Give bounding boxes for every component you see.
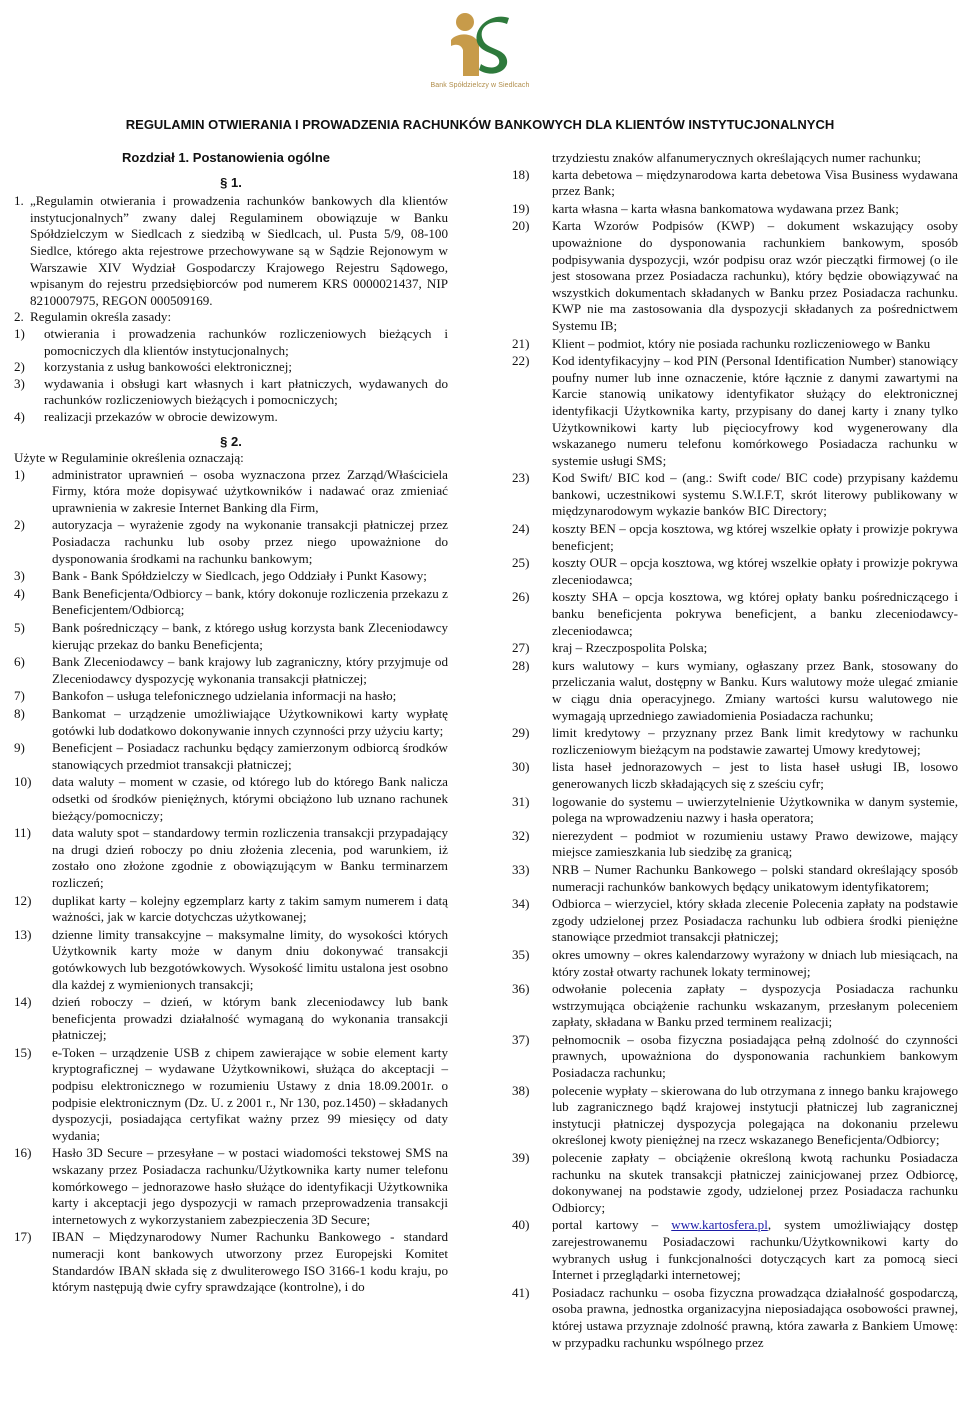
definition-item <box>512 862 958 895</box>
definition-text: data waluty – moment w czasie, od którego lub do którego Bank nalicza odsetki od środków pieniężnych, którymi obciążono lub uznano rachunek bieżący/pomocniczy; <box>52 774 448 823</box>
definition-item <box>512 658 958 724</box>
definition-text: NRB – Numer Rachunku Bankowego – polski standard określający sposób numeracji rachunków bankowych będący unikatowym identyfikatorem; <box>552 861 958 894</box>
definition-text: limit kredytowy – przyznany przez Bank limit kredytowy w rachunku rozliczeniowym bieżącym na podstawie zawartej Umowy kredytowej; <box>552 725 958 757</box>
definition-item <box>14 620 448 653</box>
definition-number: 4) <box>14 585 25 601</box>
definition-text: Posiadacz rachunku – osoba fizyczna prowadząca działalność gospodarczą, osoba prawna, jednostka organizacyjna nieposiadająca osobowości prawnej, której ustawa przyznaje zdolność prawną, która zawarła z Bankiem Umowę: w przypadku rachunku wspólnego przez <box>552 1284 958 1350</box>
definition-item <box>512 1150 958 1216</box>
definition-number: 11) <box>14 825 31 841</box>
definition-text: realizacji przekazów w obrocie dewizowym. <box>44 408 278 424</box>
definition-number: 26) <box>512 589 530 605</box>
definition-text: karta debetowa – międzynarodowa karta debetowa Visa Business wydawana przez Bank; <box>552 166 958 199</box>
definition-item <box>14 994 448 1044</box>
scope-list <box>14 326 448 426</box>
continued-text: trzydziestu znaków alfanumerycznych określających numer rachunku; <box>552 150 922 165</box>
definition-text: Bank Beneficjenta/Odbiorcy – bank, który dokonuje rozliczenia przekazu z Beneficjentem/Odbiorcą; <box>52 585 448 618</box>
definition-number: 14) <box>14 994 32 1010</box>
paragraph-2 <box>14 309 448 326</box>
definition-text: korzystania z usług bankowości elektronicznej; <box>44 359 292 375</box>
paragraph-text: „Regulamin otwierania i prowadzenia rachunków bankowych dla klientów instytucjonalnych” zwany dalej Regulaminem obowiązuje w Banku Spółdzielczym w Siedlcach z siedzibą w Siedlcach, ul. Pusta 5/9, 08-100 Siedlce, którego akta rejestrowe przechowywane są w Sądzie Rejonowym w Warszawie XIV Wydział Gospodarczy Krajowego Rejestru Sądowego, wpisanym do rejestru przedsiębiorców pod numerem KRS 0000021437, NIP 8210007975, REGON 000509169. <box>30 193 448 308</box>
definition-text: data waluty spot – standardowy termin rozliczenia transakcji przypadający na drugi dzień roboczy po dniu złożenia zlecenia, pod warunkiem, iż zostało ono złożone zgodnie z obowiązującym w Banku terminarzem rozliczeń; <box>52 825 448 890</box>
definition-text: koszty BEN – opcja kosztowa, wg której wszelkie opłaty i prowizje pokrywa beneficjent; <box>552 521 958 553</box>
definition-item <box>512 759 958 792</box>
definition-item <box>512 1032 958 1082</box>
definition-text: Kod Swift/ BIC kod – (ang.: Swift code/ BIC code) przypisany każdemu bankowi, uczestnikowi systemu S.W.I.F.T, skrót literowy publikowany w międzynarodowym wykazie banków BIC Directory; <box>552 470 958 519</box>
definition-item <box>14 1229 448 1295</box>
definition-number: 33) <box>512 861 530 877</box>
definition-number: 25) <box>512 555 530 571</box>
definition-number: 18) <box>512 166 530 182</box>
definition-item <box>512 640 958 657</box>
definition-item <box>14 376 448 409</box>
chapter-heading: Rozdział 1. Postanowienia ogólne <box>121 150 331 165</box>
definition-number: 3) <box>14 375 25 391</box>
definition-number: 36) <box>512 981 530 997</box>
definition-text: Bankofon – usługa telefonicznego udzielania informacji na hasło; <box>52 688 397 704</box>
definition-text: okres umowny – okres kalendarzowy wyrażony w dniach lub miesiącach, na który został otwarty rachunek lokaty terminowej; <box>552 946 958 979</box>
definition-item <box>512 1083 958 1149</box>
paragraph-number: 2. <box>14 309 24 325</box>
document-title: REGULAMIN OTWIERANIA I PROWADZENIA RACHUNKÓW BANKOWYCH DLA KLIENTÓW INSTYTUCJONALNYCH <box>125 117 835 132</box>
definition-text: Bank Zleceniodawcy – bank krajowy lub zagraniczny, który przyjmuje od Zleceniodawcy dyspozycję wykonania transakcji płatniczej; <box>52 654 448 686</box>
definition-number: 1) <box>14 325 25 341</box>
definition-item <box>14 326 448 359</box>
definition-item <box>14 359 448 376</box>
definition-number: 16) <box>14 1145 32 1161</box>
definition-text: Hasło 3D Secure – przesyłane – w postaci wiadomości tekstowej SMS na wskazany przez Posiadacza rachunku/Użytkownika karty numer telefonu komórkowego – jednorazowe hasło służące do identyfikacji Użytkownika karty i akceptacji jego dyspozycji w ramach przeprowadzenia transakcji internetowych z wykorzystaniem zabezpieczenia 3D Secure; <box>52 1145 448 1227</box>
left-column <box>14 150 448 1297</box>
definition-item <box>14 654 448 687</box>
logo-caption: Bank Spółdzielczy w Siedlcach <box>430 82 530 89</box>
definition-number: 38) <box>512 1082 530 1098</box>
definition-item <box>14 1045 448 1145</box>
definition-number: 39) <box>512 1150 530 1166</box>
definition-number: 31) <box>512 793 530 809</box>
definition-text: Klient – podmiot, który nie posiada rachunku rozliczeniowego w Banku <box>552 335 931 351</box>
definition-item <box>14 927 448 993</box>
definition-item <box>14 467 448 517</box>
paragraph-text: Regulamin określa zasady: <box>30 309 172 325</box>
definition-number: 22) <box>512 353 530 369</box>
definition-number: 35) <box>512 946 530 962</box>
definition-item <box>14 568 448 585</box>
definition-number: 27) <box>512 640 530 656</box>
definition-item <box>14 586 448 619</box>
section-2-mark: § 2. <box>220 433 242 449</box>
definition-item <box>512 896 958 946</box>
section-1-mark: § 1. <box>220 174 242 190</box>
definition-item <box>14 893 448 926</box>
definition-number: 9) <box>14 740 25 756</box>
definition-item <box>512 167 958 200</box>
kartosfera-link[interactable]: www.kartosfera.pl <box>671 1217 768 1233</box>
definition-text: duplikat karty – kolejny egzemplarz karty z takim samym numerem i datą ważności, jak w karcie dotychczas użytkowanej; <box>52 892 448 925</box>
definition-text: dzień roboczy – dzień, w którym bank zleceniodawcy lub bank beneficjenta prowadzi działalność wymaganą do wykonania transakcji płatniczej; <box>52 994 448 1043</box>
definition-number: 6) <box>14 654 25 670</box>
definition-number: 24) <box>512 521 530 537</box>
paragraph-1 <box>14 193 448 309</box>
definition-text: karta własna – karta własna bankomatowa wydawana przez Bank; <box>552 200 899 216</box>
definition-text: koszty OUR – opcja kosztowa, wg której wszelkie opłaty i prowizje pokrywa zleceniodawca; <box>552 555 958 587</box>
definition-number: 41) <box>512 1284 530 1300</box>
definition-item <box>512 981 958 1031</box>
definition-item <box>512 201 958 218</box>
definition-text: lista haseł jednorazowych – jest to lista haseł usługi IB, losowo generowanych liczb składających się z sześciu cyfr; <box>552 759 958 791</box>
definition-text: logowanie do systemu – uwierzytelnienie Użytkownika w danym systemie, polega na wprowadzeniu nazwy i hasła operatora; <box>552 793 958 826</box>
definition-text: Beneficjent – Posiadacz rachunku będący zamierzonym odbiorcą środków stanowiących przedmiot transakcji płatniczej; <box>52 740 448 772</box>
definitions-intro: Użyte w Regulaminie określenia oznaczają: <box>14 450 244 466</box>
definition-text: pełnomocnik – osoba fizyczna posiadająca pełną zdolność do czynności prawnych, upoważniona do dysponowania rachunkiem bankowym Posiadacza rachunku; <box>552 1031 958 1081</box>
definition-item <box>14 517 448 567</box>
definition-item <box>512 725 958 758</box>
definition-item <box>512 218 958 334</box>
definitions-list-left <box>14 467 448 1296</box>
definition-number: 37) <box>512 1031 530 1047</box>
definition-text: Odbiorca – wierzyciel, który składa zlecenie Polecenia zapłaty na podstawie zgody udzielonej przez Posiadacza rachunku lub odbiera środki pieniężne stanowiące przedmiot transakcji płatniczej; <box>552 896 958 945</box>
bank-logo-mark-icon <box>441 4 521 84</box>
definition-number: 10) <box>14 774 32 790</box>
definition-item <box>14 825 448 891</box>
definition-number: 28) <box>512 657 530 673</box>
definition-text: , system umożliwiający dostęp zarejestrowanemu Posiadaczowi rachunku/Użytkownikowi karty do wybranych usług i funkcjonalności dotyczących kart za pomocą sieci Internet i przeglądarki internetowej; <box>552 1217 958 1283</box>
definition-text: portal kartowy – <box>552 1217 659 1233</box>
definition-number: 30) <box>512 759 530 775</box>
definition-number: 13) <box>14 926 32 942</box>
definition-item <box>14 1145 448 1228</box>
definition-item <box>14 688 448 705</box>
definition-item <box>14 774 448 824</box>
definition-number: 1) <box>14 466 25 482</box>
paragraph-number: 1. <box>14 193 24 209</box>
definition-number: 5) <box>14 620 25 636</box>
definition-item <box>512 521 958 554</box>
definition-number: 40) <box>512 1217 530 1233</box>
definition-text: dzienne limity transakcyjne – maksymalne limity, do wysokości których Użytkownik karty może w danym dniu dokonywać transakcji gotówkowych lub bezgotówkowych. Wysokość limitu ustalona jest osobno dla każdej z wymienionych transakcji; <box>52 926 448 992</box>
definition-text: kraj – Rzeczpospolita Polska; <box>552 640 708 656</box>
definition-number: 4) <box>14 408 25 424</box>
definition-item <box>512 1217 958 1283</box>
definition-text: polecenie zapłaty – obciążenie określoną kwotą rachunku Posiadacza rachunku na skutek transakcji płatniczej zainicjowanej przez Odbiorcę, dokonywanej na podstawie zgody, udzielonej przez Posiadacza rachunku Odbiorcy; <box>552 1150 958 1215</box>
definitions-list-right <box>512 167 958 1217</box>
definition-text: Bank pośredniczący – bank, z którego usług korzysta bank Zleceniodawcy kierując przekaz do banku Beneficjenta; <box>52 620 448 652</box>
definition-item <box>512 589 958 639</box>
definition-item <box>512 1285 958 1351</box>
definition-number: 3) <box>14 568 25 584</box>
definition-text: otwierania i prowadzenia rachunków rozliczeniowych bieżących i pomocniczych dla klientów instytucjonalnych; <box>44 325 448 358</box>
definition-item <box>512 794 958 827</box>
definition-number: 12) <box>14 892 32 908</box>
definition-number: 17) <box>14 1229 32 1245</box>
definition-number: 2) <box>14 359 25 375</box>
right-column <box>512 150 958 1352</box>
definition-item <box>512 336 958 353</box>
definition-item <box>14 409 448 426</box>
definition-number: 7) <box>14 688 25 704</box>
definition-text: koszty SHA – opcja kosztowa, wg której opłaty banku pośredniczącego i banku beneficjenta pokrywa beneficjent, a banku zleceniodawcy- zleceniodawca; <box>552 589 958 638</box>
definition-number: 32) <box>512 827 530 843</box>
definition-item <box>512 828 958 861</box>
definition-number: 23) <box>512 470 530 486</box>
definition-text: e-Token – urządzenie USB z chipem zawierające w sobie element karty kryptograficznej – wydawane Użytkownikowi, służąca do akceptacji – podpisu elektronicznego w rozumieniu Ustawy z dnia 18.09.2001r. o podpisie elektronicznym (Dz. U. z 2001 r., Nr 130, poz.1450) – składanych dyspozycji, posiadająca certyfikat ważny przez 99 miesięcy od daty wydania; <box>52 1044 448 1143</box>
definition-text: Bank - Bank Spółdzielczy w Siedlcach, jego Oddziały i Punkt Kasowy; <box>52 568 427 584</box>
definition-text: wydawania i obsługi kart własnych i kart płatniczych, wydawanych do rachunków rozliczeniowych bieżących i pomocniczych; <box>44 375 448 408</box>
definition-item <box>512 555 958 588</box>
definition-number: 29) <box>512 725 530 741</box>
definition-number: 19) <box>512 200 530 216</box>
definition-text: kurs walutowy – kurs wymiany, ogłaszany przez Bank, stosowany do przeliczania walut, dostępny w Banku. Kurs walutowy może ulegać zmianie w ciągu dnia operacyjnego. Zmiany wartości kursu walutowego nie wymagają uprzedniego zawiadomienia Posiadacza rachunku; <box>552 657 958 723</box>
definition-text: Kod identyfikacyjny – kod PIN (Personal Identification Number) stanowiący poufny numer lub inne oznaczenie, które łącznie z danymi zawartymi na Karcie stanowią unikatowy identyfikator służący do elektronicznej identyfikacji Użytkownika karty, przypisany do danej karty i znany tylko Użytkownikowi karty lub pięciocyfrowy kod wygenerowany dla wskazanego numeru telefonu komórkowego Posiadacza rachunku w systemie usługi SMS; <box>552 353 958 468</box>
definition-number: 34) <box>512 896 530 912</box>
definition-text: autoryzacja – wyrażenie zgody na wykonanie transakcji płatniczej przez Posiadacza rachunku lub osoby przez niego upoważnione do dysponowania środkami na rachunku bankowym; <box>52 517 448 566</box>
definition-text: Karta Wzorów Podpisów (KWP) – dokument wskazujący osoby upoważnione do dysponowania rachunkiem bankowym, sposób podpisywania dyspozycji, wzór podpisu oraz wzór pieczątki firmowej (o ile jest stosowana przez Posiadacza rachunku), który będzie obowiązywać na wszystkich dokumentach składanych w Banku przez Posiadacza rachunku. KWP nie ma zastosowania dla dyspozycji składanych za pośrednictwem Systemu IB; <box>552 218 958 333</box>
definition-item <box>512 470 958 520</box>
definition-number: 21) <box>512 335 530 351</box>
definition-item <box>512 947 958 980</box>
definition-item <box>14 706 448 739</box>
definition-text: polecenie wypłaty – skierowana do lub otrzymana z innego banku krajowego lub zagranicznego bądź krajowej instytucji płatniczej lub zagranicznej instytucji płatniczej dyspozycja polegająca na dokonaniu przelewu określonej kwoty pieniężnej na rzecz wskazanego Beneficjenta/Odbiorcy; <box>552 1082 958 1148</box>
definition-text: nierezydent – podmiot w rozumieniu ustawy Prawo dewizowe, mający miejsce zamieszkania lub siedzibę za granicą; <box>552 827 958 860</box>
definition-text: administrator uprawnień – osoba wyznaczona przez Zarząd/Właściciela Firmy, która może dopisywać użytkowników i nadawać oraz zmieniać uprawnienia w zakresie Internet Banking dla Firm, <box>52 466 448 515</box>
definition-number: 8) <box>14 706 25 721</box>
definition-text: odwołanie polecenia zapłaty – dyspozycja Posiadacza rachunku wstrzymująca obciążenie rachunku wskazanym, przesłanym poleceniem zapłaty, składana w Banku przed terminem realizacji; <box>552 981 958 1030</box>
definition-item <box>512 353 958 469</box>
definition-number: 15) <box>14 1044 32 1060</box>
definition-item <box>14 740 448 773</box>
definition-number: 20) <box>512 218 530 234</box>
definition-number: 2) <box>14 517 25 533</box>
definition-text: Bankomat – urządzenie umożliwiające Użytkownikowi karty wypłatę gotówki lub dodatkowo dokonywanie innych czynności przy użyciu karty; <box>52 706 448 738</box>
definition-text: IBAN – Międzynarodowy Numer Rachunku Bankowego - standard numeracji kont bankowych utworzony przez Europejski Komitet Standardów IBAN składa się z dwuliterowego ISO 3166-1 kodu kraju, po którym następują dwie cyfry sprawdzające (kontrolne), i do <box>52 1229 448 1295</box>
